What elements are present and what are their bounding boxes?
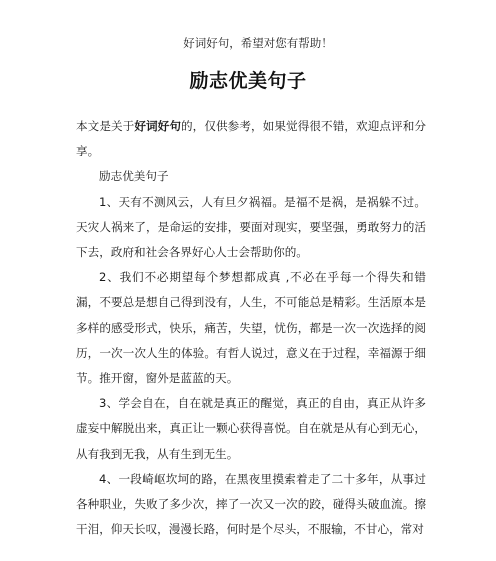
intro-prefix: 本文是关于 [76, 119, 135, 133]
paragraph-4: 4、一段崎岖坎坷的路，在黑夜里摸索着走了二十多年，从事过各种职业，失败了多少次，摔了一次又一次的跤，碰得头破血流。擦干泪，仰天长叹，漫漫长路，何时是个尽头，不服输，不甘心，常对 [76, 471, 426, 537]
intro-paragraph [76, 114, 426, 164]
section-heading: 励志优美句子 [99, 169, 169, 184]
intro-suffix: 的，仅供参考，如果觉得很不错，欢迎点评和分享。 [76, 119, 426, 159]
intro-keyword: 好词好句 [134, 119, 182, 133]
paragraph-3: 3、学会自在，自在就是真正的醒觉，真正的自由，真正从许多虚妄中解脱出来，真正让一颗心获得喜悦。自在就是从有心到无心，从有我到无我，从有生到无生。 [76, 396, 426, 461]
header-note: 好词好句，希望对您有帮助！ [183, 36, 333, 50]
document-body [76, 114, 426, 542]
paragraph-1: 1、天有不测风云，人有旦夕祸福。是福不是祸，是祸躲不过。天灾人祸来了，是命运的安排，要面对现实，要坚强，勇敢努力的活下去，政府和社会各界好心人士会帮助你的。 [76, 194, 426, 260]
paragraph-2: 2、我们不必期望每个梦想都成真 ,不必在乎每一个得失和错漏，不要总是想自己得到没有，人生，不可能总是精彩。生活原本是多样的感受形式，快乐，痛苦，失望，忧伤，都是一次一次选择的阅历，一次一次人生的体验。有哲人说过，意义在于过程，幸福源于细节。推开窗，窗外是蓝蓝的天。 [76, 270, 426, 386]
page-title: 励志优美句子 [189, 70, 307, 92]
